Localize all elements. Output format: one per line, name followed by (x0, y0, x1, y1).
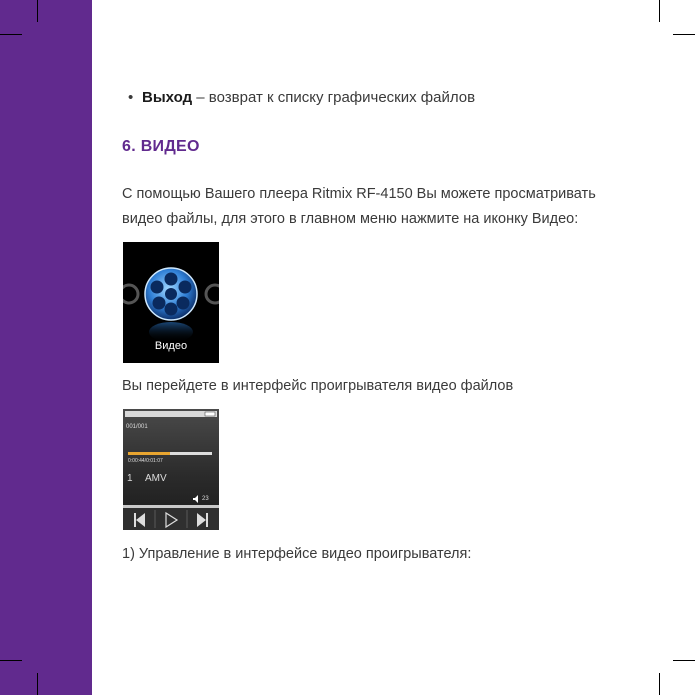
crop-mark (659, 0, 660, 22)
file-index: 1 (127, 473, 133, 484)
video-menu-screenshot (123, 242, 219, 363)
purple-side-bar (0, 0, 92, 695)
volume-level: 23 (202, 496, 209, 502)
crop-mark (0, 660, 22, 661)
play-time: 0:00:44/0:01:07 (128, 458, 163, 464)
play-button[interactable] (155, 509, 187, 529)
paragraph-line: видео файлы, для этого в главном меню нажмите на иконку Видео: (122, 211, 579, 227)
bullet-description: – возврат к списку графических файлов (196, 89, 476, 106)
file-name: AMV (145, 473, 167, 484)
crop-mark (659, 673, 660, 695)
previous-button[interactable] (123, 509, 155, 529)
paragraph-line: 1) Управление в интерфейсе видео проигрывателя: (122, 546, 472, 562)
section-heading: 6. ВИДЕО (122, 138, 200, 155)
video-icon-label: Видео (154, 340, 188, 352)
crop-mark (0, 34, 22, 35)
paragraph-line: Вы перейдете в интерфейс проигрывателя видео файлов (122, 378, 514, 394)
bullet-term: Выход (142, 89, 193, 106)
bullet-dot: • (128, 89, 134, 106)
bullet-exit-item (128, 89, 476, 106)
crop-mark (37, 673, 38, 695)
crop-mark (673, 660, 695, 661)
track-counter: 001/001 (126, 424, 148, 430)
next-button[interactable] (187, 509, 219, 529)
video-player-screenshot (123, 409, 219, 530)
crop-mark (37, 0, 38, 22)
progress-fill (128, 452, 170, 455)
progress-track[interactable] (128, 452, 212, 455)
paragraph-line: С помощью Вашего плеера Ritmix RF-4150 Вы можете просматривать (122, 186, 596, 202)
crop-mark (673, 34, 695, 35)
